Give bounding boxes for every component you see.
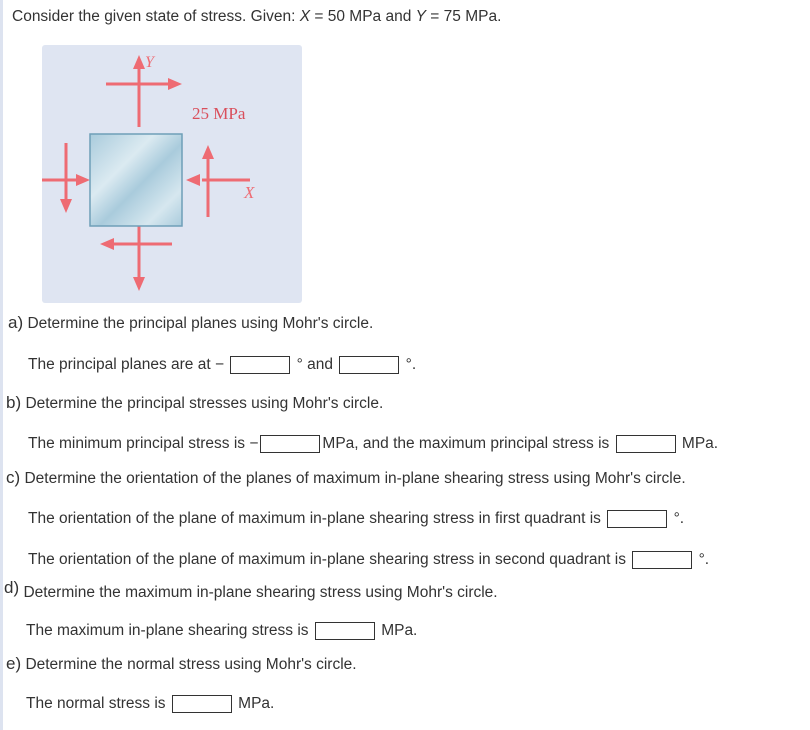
min-principal-stress-input[interactable] [260,435,320,453]
shear-stress-label: 25 MPa [192,104,246,123]
part-d-question [4,578,498,603]
principal-plane-1-input[interactable] [230,356,290,374]
part-d-answer [26,621,417,641]
part-e-answer [26,694,274,714]
part-c-label: c) [6,468,21,487]
question-text: Determine the principal stresses using Mohr's circle. [25,395,384,412]
question-text: Determine the orientation of the planes of maximum in-plane shearing stress using Mohr's circle. [24,470,686,487]
y-variable: Y [415,8,426,25]
part-e-question [6,654,357,675]
part-a-answer [28,355,416,375]
max-principal-stress-input[interactable] [616,435,676,453]
part-d-label: d) [4,578,20,597]
part-c-question [6,468,686,489]
part-a-label: a) [8,313,24,332]
part-c-answer-2 [28,550,709,570]
max-shear-stress-input[interactable] [315,622,375,640]
unit-label: MPa. [381,622,418,639]
second-quadrant-orientation-input[interactable] [632,551,692,569]
part-b-answer [28,434,718,454]
normal-stress-input[interactable] [172,695,232,713]
unit-label: MPa. [681,435,719,452]
answer-label: The normal stress is [26,695,166,712]
part-a-question [8,313,373,334]
part-b-label: b) [6,393,22,412]
question-text: Determine the maximum in-plane shearing stress using Mohr's circle. [23,584,498,601]
answer-label: The orientation of the plane of maximum in-plane shearing stress in second quadrant is [28,551,626,568]
part-b-question [6,393,383,414]
stress-diagram-icon [42,45,302,303]
unit-label: °. [698,551,710,568]
problem-statement [12,7,501,27]
principal-plane-2-input[interactable] [339,356,399,374]
unit-label: MPa. [238,695,275,712]
intro-text: Consider the given state of stress. Given: [12,8,300,25]
part-c-answer-1 [28,509,684,529]
x-variable: X [299,8,311,25]
first-quadrant-orientation-input[interactable] [607,510,667,528]
answer-label: The orientation of the plane of maximum in-plane shearing stress in first quadrant is [28,510,601,527]
y-axis-label: Y [145,54,154,71]
unit-label: °. [673,510,685,527]
x-axis-label: X [244,183,255,202]
answer-label: The principal planes are at − [28,356,225,373]
part-e-label: e) [6,654,22,673]
question-text: Determine the normal stress using Mohr's circle. [25,656,357,673]
answer-label: MPa, and the maximum principal stress is [322,435,610,452]
answer-label: The maximum in-plane shearing stress is [26,622,309,639]
unit-label: °. [405,356,417,373]
answer-label: The minimum principal stress is − [28,435,259,452]
unit-label: ° and [296,356,334,373]
stress-element-figure [42,45,302,303]
left-border [0,0,3,730]
y-value: = 75 MPa. [426,8,502,25]
question-text: Determine the principal planes using Mohr's circle. [27,315,374,332]
x-value: = 50 MPa and [310,8,416,25]
